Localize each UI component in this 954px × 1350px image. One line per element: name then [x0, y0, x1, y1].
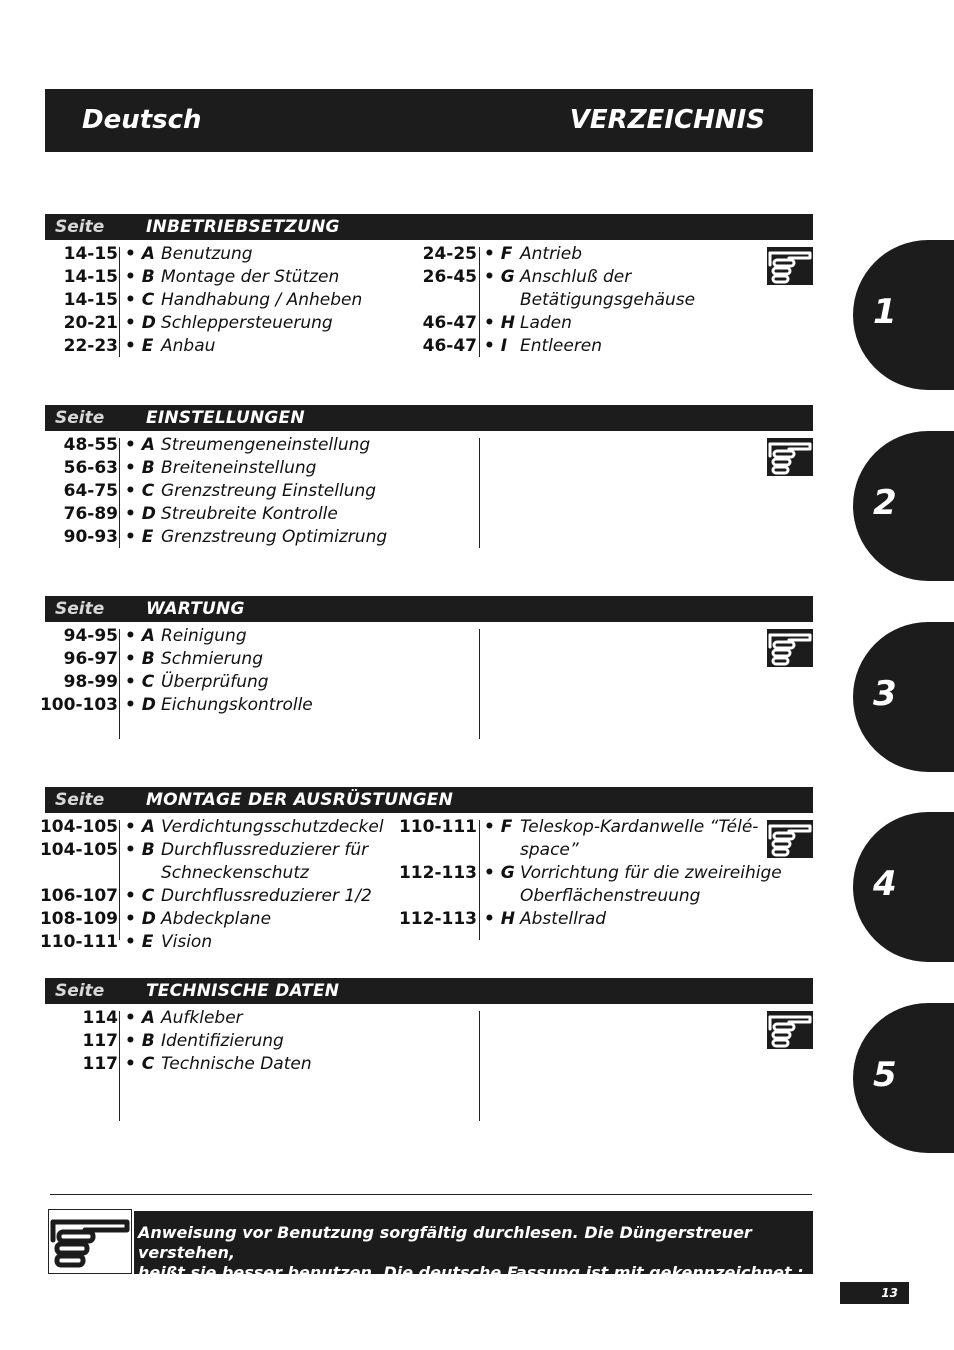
entry-text: Laden [520, 313, 572, 333]
toc-entry[interactable] [45, 266, 765, 312]
entry-letter: • G [484, 267, 515, 287]
section-header [45, 405, 813, 431]
toc-entry[interactable] [45, 908, 765, 931]
chapter-tab-number: 5 [873, 1055, 897, 1095]
entry-letter: • A [125, 435, 155, 455]
toc-entry[interactable] [45, 1030, 765, 1053]
pointing-hand-icon [767, 820, 813, 858]
entry-pages: 90-93 [63, 527, 118, 547]
entry-text: space” [520, 840, 579, 860]
pointing-hand-icon [767, 247, 813, 285]
section-header [45, 214, 813, 240]
entry-text: Überprüfung [161, 672, 269, 692]
entry-pages: 100-103 [39, 695, 118, 715]
entry-letter: • C [125, 290, 155, 310]
chapter-tab-number: 3 [873, 674, 897, 714]
entry-pages: 26-45 [422, 267, 477, 287]
seite-label: Seite [55, 599, 105, 619]
seite-label: Seite [55, 217, 105, 237]
divider [50, 1194, 812, 1195]
entry-pages: 110-111 [39, 932, 118, 952]
entry-pages: 114 [82, 1008, 118, 1028]
toc-entry[interactable] [39, 931, 765, 954]
toc-section [45, 405, 813, 561]
header-bar [45, 89, 813, 152]
entry-letter: • C [125, 672, 155, 692]
toc-entry[interactable] [45, 648, 765, 671]
section-body [39, 622, 813, 752]
entry-text: Benutzung [161, 244, 253, 264]
toc-section [39, 787, 813, 953]
section-body [45, 1004, 813, 1134]
entry-letter: • C [125, 481, 155, 501]
toc-entry[interactable] [45, 434, 765, 457]
entry-pages: 20-21 [63, 313, 118, 333]
entry-text: Grenzstreung Optimizrung [161, 527, 388, 547]
pointing-hand-icon [767, 1011, 813, 1049]
entry-text: Betätigungsgehäuse [520, 290, 696, 310]
page-title: VERZEICHNIS [569, 105, 765, 135]
entry-text: Reinigung [161, 626, 247, 646]
entry-letter: • E [125, 527, 154, 547]
entry-letter: • B [125, 458, 155, 478]
chapter-tab-number: 2 [873, 483, 897, 523]
chapter-tab-3[interactable] [853, 622, 954, 772]
toc-section [45, 978, 813, 1134]
toc-entry[interactable] [45, 625, 765, 648]
entry-pages: 112-113 [398, 909, 477, 929]
toc-entry[interactable] [45, 243, 765, 266]
entry-text: Identifizierung [161, 1031, 284, 1051]
entry-letter: • D [125, 695, 156, 715]
entry-pages: 104-105 [39, 817, 118, 837]
entry-letter: • B [125, 1031, 155, 1051]
section-title: MONTAGE DER AUSRÜSTUNGEN [146, 790, 454, 810]
entry-letter: • F [484, 244, 513, 264]
entry-letter: • I [484, 336, 508, 356]
toc-entry[interactable] [45, 862, 782, 908]
note-line-2-text: heißt sie besser benutzen. Die deutsche Fassung ist mit gekennzeichnet : [138, 1263, 804, 1282]
entry-letter: • B [125, 840, 155, 860]
entry-text: Vision [161, 932, 213, 952]
entry-text: Handhabung / Anheben [161, 290, 363, 310]
entry-pages: 22-23 [63, 336, 118, 356]
entry-pages: 14-15 [63, 267, 118, 287]
entry-letter: • A [125, 626, 155, 646]
entry-text: Schmierung [161, 649, 263, 669]
chapter-tab-number: 1 [873, 292, 897, 332]
entry-text: Breiteneinstellung [161, 458, 317, 478]
section-header [45, 596, 813, 622]
language-label: Deutsch [82, 105, 202, 135]
de-badge: DE [140, 1286, 171, 1301]
toc-entry[interactable] [45, 457, 765, 480]
entry-pages: 14-15 [63, 244, 118, 264]
entry-pages: 64-75 [63, 481, 118, 501]
entry-text: Schneckenschutz [161, 863, 309, 883]
entry-pages: 110-111 [398, 817, 477, 837]
entry-text: Anschluß der [520, 267, 632, 287]
section-body [45, 431, 813, 561]
entry-pages: 112-113 [398, 863, 477, 883]
entry-pages: 46-47 [422, 313, 477, 333]
entry-letter: • A [125, 1008, 155, 1028]
toc-entry[interactable] [45, 671, 765, 694]
page-number: 13 [840, 1282, 909, 1304]
section-title: EINSTELLUNGEN [146, 408, 305, 428]
entry-pages: 14-15 [63, 290, 118, 310]
entry-pages: 48-55 [63, 435, 118, 455]
entry-letter: • C [125, 886, 155, 906]
toc-entry[interactable] [45, 526, 765, 549]
entry-letter: • A [125, 244, 155, 264]
toc-entry[interactable] [45, 335, 765, 358]
entry-text: Antrieb [520, 244, 583, 264]
note-line-1: Anweisung vor Benutzung sorgfältig durchlesen. Die Düngerstreuer verstehen, [138, 1223, 752, 1262]
entry-letter: • H [484, 909, 516, 929]
toc-entry[interactable] [45, 312, 765, 335]
entry-letter: • G [484, 863, 515, 883]
entry-text: Technische Daten [161, 1054, 312, 1074]
entry-text: Entleeren [520, 336, 603, 356]
toc-entry[interactable] [45, 1053, 765, 1076]
seite-label: Seite [55, 408, 105, 428]
chapter-tab-2[interactable] [853, 431, 954, 581]
entry-text: Anbau [161, 336, 216, 356]
entry-pages: 117 [82, 1031, 118, 1051]
toc-section [39, 596, 813, 752]
chapter-tab-1[interactable] [853, 240, 954, 390]
entry-letter: • C [125, 1054, 155, 1074]
entry-text: Durchflussreduzierer 1/2 [161, 886, 372, 906]
entry-text: Vorrichtung für die zweireihige [520, 863, 782, 883]
toc-entry[interactable] [45, 1007, 765, 1030]
entry-text: Streubreite Kontrolle [161, 504, 338, 524]
entry-letter: • D [125, 313, 156, 333]
entry-text: Eichungskontrolle [161, 695, 313, 715]
pointing-hand-icon [767, 438, 813, 476]
entry-pages: 76-89 [63, 504, 118, 524]
entry-letter: • D [125, 504, 156, 524]
entry-letter: • D [125, 909, 156, 929]
entry-pages: 96-97 [63, 649, 118, 669]
entry-text: Abdeckplane [161, 909, 272, 929]
entry-text: Montage der Stützen [161, 267, 340, 287]
entry-pages: 98-99 [63, 672, 118, 692]
entry-text: Oberflächenstreuung [520, 886, 701, 906]
chapter-tab-4[interactable] [853, 812, 954, 962]
pointing-hand-icon [767, 629, 813, 667]
toc-entry[interactable] [45, 816, 765, 862]
entry-pages: 56-63 [63, 458, 118, 478]
section-title: WARTUNG [146, 599, 245, 619]
instruction-note [134, 1211, 813, 1300]
entry-text: Verdichtungsschutzdeckel [161, 817, 384, 837]
note-line-2 [138, 1263, 813, 1303]
seite-label: Seite [55, 790, 105, 810]
entry-text: Durchflussreduzierer für [161, 840, 369, 860]
entry-text: Aufkleber [161, 1008, 243, 1028]
entry-text: Streumengeneinstellung [161, 435, 371, 455]
entry-text: Grenzstreung Einstellung [161, 481, 377, 501]
pointing-hand-icon [48, 1209, 132, 1274]
entry-letter: • E [125, 932, 154, 952]
entry-pages: 46-47 [422, 336, 477, 356]
section-title: TECHNISCHE DATEN [146, 981, 340, 1001]
toc-entry[interactable] [45, 480, 765, 503]
entry-pages: 104-105 [39, 840, 118, 860]
toc-entry[interactable] [45, 503, 765, 526]
toc-section [45, 214, 813, 370]
entry-pages: 106-107 [39, 886, 118, 906]
section-body [39, 813, 813, 953]
entry-letter: • E [125, 336, 154, 356]
entry-pages: 108-109 [39, 909, 118, 929]
section-body [45, 240, 813, 370]
entry-text: Teleskop-Kardanwelle “Télé- [520, 817, 759, 837]
entry-letter: • A [125, 817, 155, 837]
chapter-tab-5[interactable] [853, 1003, 954, 1153]
entry-text: Abstellrad [520, 909, 607, 929]
entry-letter: • F [484, 817, 513, 837]
entry-pages: 94-95 [63, 626, 118, 646]
entry-letter: • B [125, 649, 155, 669]
entry-letter: • B [125, 267, 155, 287]
toc-entry[interactable] [39, 694, 765, 717]
seite-label: Seite [55, 981, 105, 1001]
section-header [45, 978, 813, 1004]
section-header [45, 787, 813, 813]
section-title: INBETRIEBSETZUNG [146, 217, 340, 237]
entry-pages: 117 [82, 1054, 118, 1074]
entry-letter: • H [484, 313, 516, 333]
entry-text: Schleppersteuerung [161, 313, 333, 333]
entry-pages: 24-25 [422, 244, 477, 264]
chapter-tab-number: 4 [873, 864, 897, 904]
